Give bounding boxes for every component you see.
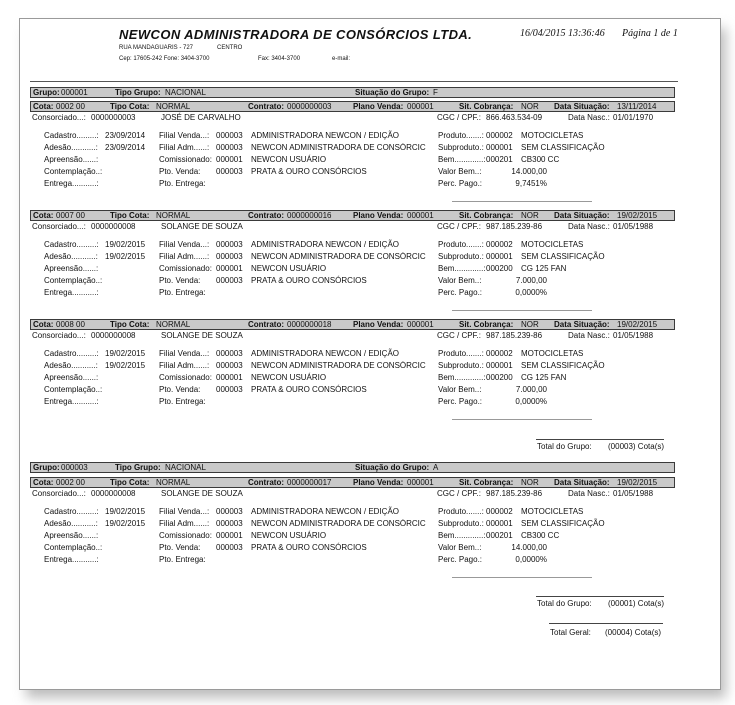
- adesao-value: 23/09/2014: [105, 143, 146, 152]
- subproduto-value: SEM CLASSIFICAÇÃO: [521, 361, 605, 370]
- data-nasc-value: 01/05/1988: [613, 489, 654, 498]
- pto-entrega-label: Pto. Entrega:: [159, 288, 206, 297]
- tipo-cota-value: NORMAL: [156, 102, 191, 111]
- subproduto-code: 000001: [486, 252, 513, 261]
- comissionado-value: NEWCON USUÁRIO: [251, 155, 327, 164]
- perc-pago-label: Perc. Pago.:: [438, 397, 483, 406]
- cota-separator: [452, 201, 592, 202]
- cota-separator: [452, 419, 592, 420]
- group-header-bar: [30, 87, 675, 98]
- pto-venda-code: 000003: [216, 385, 243, 394]
- filial-adm-code: 000003: [216, 361, 243, 370]
- group-total-rule: [536, 439, 664, 440]
- tipo-cota-value: NORMAL: [156, 320, 191, 329]
- pto-venda-value: PRATA & OURO CONSÓRCIOS: [251, 276, 367, 285]
- bem-code: 000200: [486, 373, 513, 382]
- filial-venda-value: ADMINISTRADORA NEWCON / EDIÇÃO: [251, 507, 400, 516]
- grand-total-rule: [549, 623, 663, 624]
- comissionado-label: Comissionado:: [159, 373, 212, 382]
- comissionado-label: Comissionado:: [159, 264, 212, 273]
- consorciado-name: SOLANGE DE SOUZA: [161, 489, 243, 498]
- valor-bem-value: 14.000,00: [511, 543, 547, 552]
- data-situacao-label: Data Situação:: [554, 478, 610, 487]
- consorciado-name: SOLANGE DE SOUZA: [161, 331, 243, 340]
- valor-bem-label: Valor Bem..:: [438, 167, 482, 176]
- valor-bem-value: 7.000,00: [515, 276, 547, 285]
- cgc-cpf-value: 987.185.239-86: [486, 222, 543, 231]
- cota-label: Cota:: [33, 211, 54, 220]
- subproduto-code: 000001: [486, 143, 513, 152]
- cadastro-value: 19/02/2015: [105, 240, 146, 249]
- bem-label: Bem.............:: [438, 264, 486, 273]
- comissionado-value: NEWCON USUÁRIO: [251, 264, 327, 273]
- tipo-grupo-label: Tipo Grupo:: [115, 88, 161, 97]
- consorciado-name: SOLANGE DE SOUZA: [161, 222, 243, 231]
- cgc-cpf-label: CGC / CPF.:: [437, 489, 482, 498]
- cgc-cpf-label: CGC / CPF.:: [437, 222, 482, 231]
- subproduto-code: 000001: [486, 361, 513, 370]
- filial-adm-value: NEWCON ADMINISTRADORA DE CONSÓRCIC: [251, 519, 426, 528]
- filial-adm-value: NEWCON ADMINISTRADORA DE CONSÓRCIC: [251, 252, 426, 261]
- cgc-cpf-label: CGC / CPF.:: [437, 331, 482, 340]
- produto-label: Produto.......:: [438, 507, 484, 516]
- pto-venda-code: 000003: [216, 276, 243, 285]
- cgc-cpf-value: 866.463.534-09: [486, 113, 543, 122]
- contemplacao-label: Contemplação..:: [44, 543, 103, 552]
- group-label: Grupo:: [33, 463, 60, 472]
- consorciado-label: Consorciado...:: [32, 331, 86, 340]
- consorciado-name: JOSÉ DE CARVALHO: [161, 113, 241, 122]
- data-nasc-label: Data Nasc.:: [568, 113, 610, 122]
- company-email: e-mail:: [332, 56, 351, 62]
- situacao-grupo-value: F: [433, 88, 438, 97]
- pto-venda-value: PRATA & OURO CONSÓRCIOS: [251, 167, 367, 176]
- header-rule: [30, 81, 678, 82]
- consorciado-code: 0000000003: [91, 113, 136, 122]
- filial-adm-label: Filial Adm......:: [159, 252, 210, 261]
- group-label: Grupo:: [33, 88, 60, 97]
- data-nasc-value: 01/05/1988: [613, 331, 654, 340]
- contrato-value: 0000000003: [287, 102, 332, 111]
- perc-pago-label: Perc. Pago.:: [438, 555, 483, 564]
- group-total-value: (00003) Cota(s): [608, 442, 665, 451]
- bem-value: CB300 CC: [521, 155, 560, 164]
- contemplacao-label: Contemplação..:: [44, 276, 103, 285]
- filial-adm-label: Filial Adm......:: [159, 143, 210, 152]
- comissionado-code: 000001: [216, 264, 243, 273]
- filial-venda-label: Filial Venda...:: [159, 131, 210, 140]
- group-number: 000003: [61, 463, 88, 472]
- subproduto-label: Subproduto.:: [438, 519, 484, 528]
- subproduto-label: Subproduto.:: [438, 252, 484, 261]
- data-situacao-value: 19/02/2015: [617, 211, 658, 220]
- filial-adm-label: Filial Adm......:: [159, 361, 210, 370]
- print-datetime: 16/04/2015 13:36:46: [520, 28, 605, 39]
- data-situacao-label: Data Situação:: [554, 211, 610, 220]
- cgc-cpf-value: 987.185.239-86: [486, 331, 543, 340]
- consorciado-code: 0000000008: [91, 489, 136, 498]
- tipo-grupo-value: NACIONAL: [165, 88, 206, 97]
- produto-label: Produto.......:: [438, 131, 484, 140]
- plano-venda-value: 000001: [407, 102, 434, 111]
- contemplacao-label: Contemplação..:: [44, 385, 103, 394]
- perc-pago-label: Perc. Pago.:: [438, 288, 483, 297]
- adesao-label: Adesão...........:: [44, 252, 98, 261]
- filial-adm-code: 000003: [216, 252, 243, 261]
- produto-value: MOTOCICLETAS: [521, 131, 584, 140]
- perc-pago-value: 0,0000%: [515, 288, 547, 297]
- grand-total-label: Total Geral:: [550, 628, 591, 637]
- cota-value: 0002 00: [56, 478, 85, 487]
- filial-venda-value: ADMINISTRADORA NEWCON / EDIÇÃO: [251, 349, 400, 358]
- cadastro-label: Cadastro.........:: [44, 131, 99, 140]
- bem-label: Bem.............:: [438, 373, 486, 382]
- pto-venda-value: PRATA & OURO CONSÓRCIOS: [251, 385, 367, 394]
- valor-bem-value: 7.000,00: [515, 385, 547, 394]
- perc-pago-value: 9,7451%: [515, 179, 547, 188]
- apreensao-label: Apreensão......:: [44, 531, 99, 540]
- data-nasc-label: Data Nasc.:: [568, 489, 610, 498]
- filial-adm-label: Filial Adm......:: [159, 519, 210, 528]
- entrega-label: Entrega...........:: [44, 397, 99, 406]
- perc-pago-value: 0,0000%: [515, 555, 547, 564]
- plano-venda-value: 000001: [407, 320, 434, 329]
- cota-header-bar: [30, 101, 675, 112]
- contrato-label: Contrato:: [248, 102, 284, 111]
- company-cep-phone: Cep: 17605-242 Fone: 3404-3700: [119, 56, 210, 62]
- sit-cobranca-label: Sit. Cobrança:: [459, 211, 514, 220]
- comissionado-code: 000001: [216, 155, 243, 164]
- apreensao-label: Apreensão......:: [44, 264, 99, 273]
- situacao-grupo-label: Situação do Grupo:: [355, 463, 430, 472]
- contemplacao-label: Contemplação..:: [44, 167, 103, 176]
- pto-entrega-label: Pto. Entrega:: [159, 179, 206, 188]
- tipo-grupo-value: NACIONAL: [165, 463, 206, 472]
- cota-header-bar: [30, 477, 675, 488]
- filial-venda-value: ADMINISTRADORA NEWCON / EDIÇÃO: [251, 131, 400, 140]
- produto-code: 000002: [486, 507, 513, 516]
- pto-venda-code: 000003: [216, 167, 243, 176]
- data-situacao-value: 19/02/2015: [617, 478, 658, 487]
- consorciado-label: Consorciado...:: [32, 222, 86, 231]
- sit-cobranca-label: Sit. Cobrança:: [459, 320, 514, 329]
- contrato-label: Contrato:: [248, 478, 284, 487]
- bem-label: Bem.............:: [438, 155, 486, 164]
- data-situacao-label: Data Situação:: [554, 102, 610, 111]
- consorciado-code: 0000000008: [91, 222, 136, 231]
- group-total-rule: [536, 596, 664, 597]
- filial-venda-code: 000003: [216, 349, 243, 358]
- cota-label: Cota:: [33, 320, 54, 329]
- bem-label: Bem.............:: [438, 531, 486, 540]
- contrato-value: 0000000018: [287, 320, 332, 329]
- perc-pago-label: Perc. Pago.:: [438, 179, 483, 188]
- tipo-cota-label: Tipo Cota:: [110, 320, 150, 329]
- filial-venda-code: 000003: [216, 131, 243, 140]
- valor-bem-label: Valor Bem..:: [438, 276, 482, 285]
- cota-header-bar: [30, 210, 675, 221]
- tipo-cota-value: NORMAL: [156, 478, 191, 487]
- contrato-label: Contrato:: [248, 211, 284, 220]
- group-total-label: Total do Grupo:: [537, 442, 592, 451]
- tipo-cota-label: Tipo Cota:: [110, 478, 150, 487]
- filial-adm-value: NEWCON ADMINISTRADORA DE CONSÓRCIC: [251, 361, 426, 370]
- comissionado-code: 000001: [216, 373, 243, 382]
- cgc-cpf-label: CGC / CPF.:: [437, 113, 482, 122]
- cadastro-value: 23/09/2014: [105, 131, 146, 140]
- subproduto-label: Subproduto.:: [438, 361, 484, 370]
- pto-venda-label: Pto. Venda:: [159, 543, 201, 552]
- adesao-label: Adesão...........:: [44, 143, 98, 152]
- subproduto-value: SEM CLASSIFICAÇÃO: [521, 252, 605, 261]
- valor-bem-value: 14.000,00: [511, 167, 547, 176]
- cota-separator: [452, 310, 592, 311]
- plano-venda-label: Plano Venda:: [353, 320, 404, 329]
- perc-pago-value: 0,0000%: [515, 397, 547, 406]
- contrato-label: Contrato:: [248, 320, 284, 329]
- tipo-cota-label: Tipo Cota:: [110, 211, 150, 220]
- produto-code: 000002: [486, 131, 513, 140]
- comissionado-label: Comissionado:: [159, 531, 212, 540]
- subproduto-label: Subproduto.:: [438, 143, 484, 152]
- data-nasc-label: Data Nasc.:: [568, 331, 610, 340]
- produto-value: MOTOCICLETAS: [521, 240, 584, 249]
- cota-label: Cota:: [33, 102, 54, 111]
- situacao-grupo-label: Situação do Grupo:: [355, 88, 430, 97]
- pto-venda-label: Pto. Venda:: [159, 385, 201, 394]
- data-nasc-value: 01/05/1988: [613, 222, 654, 231]
- adesao-label: Adesão...........:: [44, 361, 98, 370]
- group-total-label: Total do Grupo:: [537, 599, 592, 608]
- comissionado-label: Comissionado:: [159, 155, 212, 164]
- produto-code: 000002: [486, 349, 513, 358]
- group-number: 000001: [61, 88, 88, 97]
- pto-venda-label: Pto. Venda:: [159, 276, 201, 285]
- valor-bem-label: Valor Bem..:: [438, 385, 482, 394]
- tipo-grupo-label: Tipo Grupo:: [115, 463, 161, 472]
- filial-venda-label: Filial Venda...:: [159, 240, 210, 249]
- produto-value: MOTOCICLETAS: [521, 349, 584, 358]
- plano-venda-label: Plano Venda:: [353, 102, 404, 111]
- consorciado-label: Consorciado...:: [32, 113, 86, 122]
- bem-code: 000200: [486, 264, 513, 273]
- cota-separator: [452, 577, 592, 578]
- sit-cobranca-value: NOR: [521, 102, 539, 111]
- bem-code: 000201: [486, 155, 513, 164]
- comissionado-value: NEWCON USUÁRIO: [251, 373, 327, 382]
- entrega-label: Entrega...........:: [44, 179, 99, 188]
- cgc-cpf-value: 987.185.239-86: [486, 489, 543, 498]
- cadastro-value: 19/02/2015: [105, 507, 146, 516]
- tipo-cota-value: NORMAL: [156, 211, 191, 220]
- plano-venda-value: 000001: [407, 478, 434, 487]
- bem-value: CG 125 FAN: [521, 373, 567, 382]
- produto-label: Produto.......:: [438, 240, 484, 249]
- filial-venda-code: 000003: [216, 240, 243, 249]
- produto-code: 000002: [486, 240, 513, 249]
- company-district: CENTRO: [217, 45, 243, 51]
- data-situacao-label: Data Situação:: [554, 320, 610, 329]
- cota-value: 0002 00: [56, 102, 85, 111]
- cadastro-label: Cadastro.........:: [44, 349, 99, 358]
- pto-entrega-label: Pto. Entrega:: [159, 397, 206, 406]
- plano-venda-label: Plano Venda:: [353, 211, 404, 220]
- contrato-value: 0000000016: [287, 211, 332, 220]
- produto-value: MOTOCICLETAS: [521, 507, 584, 516]
- filial-venda-label: Filial Venda...:: [159, 349, 210, 358]
- data-nasc-label: Data Nasc.:: [568, 222, 610, 231]
- plano-venda-label: Plano Venda:: [353, 478, 404, 487]
- cadastro-label: Cadastro.........:: [44, 507, 99, 516]
- filial-venda-value: ADMINISTRADORA NEWCON / EDIÇÃO: [251, 240, 400, 249]
- apreensao-label: Apreensão......:: [44, 373, 99, 382]
- bem-value: CG 125 FAN: [521, 264, 567, 273]
- sit-cobranca-value: NOR: [521, 478, 539, 487]
- bem-code: 000201: [486, 531, 513, 540]
- adesao-value: 19/02/2015: [105, 361, 146, 370]
- company-fax: Fax: 3404-3700: [258, 56, 301, 62]
- pto-venda-value: PRATA & OURO CONSÓRCIOS: [251, 543, 367, 552]
- subproduto-value: SEM CLASSIFICAÇÃO: [521, 519, 605, 528]
- cota-label: Cota:: [33, 478, 54, 487]
- subproduto-code: 000001: [486, 519, 513, 528]
- filial-venda-label: Filial Venda...:: [159, 507, 210, 516]
- filial-adm-code: 000003: [216, 143, 243, 152]
- group-total-value: (00001) Cota(s): [608, 599, 665, 608]
- apreensao-label: Apreensão......:: [44, 155, 99, 164]
- filial-venda-code: 000003: [216, 507, 243, 516]
- filial-adm-value: NEWCON ADMINISTRADORA DE CONSÓRCIC: [251, 143, 426, 152]
- cota-value: 0008 00: [56, 320, 85, 329]
- entrega-label: Entrega...........:: [44, 555, 99, 564]
- filial-adm-code: 000003: [216, 519, 243, 528]
- produto-label: Produto.......:: [438, 349, 484, 358]
- tipo-cota-label: Tipo Cota:: [110, 102, 150, 111]
- consorciado-label: Consorciado...:: [32, 489, 86, 498]
- pto-entrega-label: Pto. Entrega:: [159, 555, 206, 564]
- cadastro-value: 19/02/2015: [105, 349, 146, 358]
- consorciado-code: 0000000008: [91, 331, 136, 340]
- contrato-value: 0000000017: [287, 478, 332, 487]
- situacao-grupo-value: A: [433, 463, 439, 472]
- pto-venda-label: Pto. Venda:: [159, 167, 201, 176]
- entrega-label: Entrega...........:: [44, 288, 99, 297]
- plano-venda-value: 000001: [407, 211, 434, 220]
- sit-cobranca-value: NOR: [521, 320, 539, 329]
- group-header-bar: [30, 462, 675, 473]
- data-situacao-value: 13/11/2014: [617, 102, 657, 111]
- cadastro-label: Cadastro.........:: [44, 240, 99, 249]
- grand-total-value: (00004) Cota(s): [605, 628, 662, 637]
- sit-cobranca-label: Sit. Cobrança:: [459, 102, 514, 111]
- sit-cobranca-label: Sit. Cobrança:: [459, 478, 514, 487]
- adesao-value: 19/02/2015: [105, 519, 146, 528]
- data-situacao-value: 19/02/2015: [617, 320, 658, 329]
- data-nasc-value: 01/01/1970: [613, 113, 654, 122]
- comissionado-value: NEWCON USUÁRIO: [251, 531, 327, 540]
- valor-bem-label: Valor Bem..:: [438, 543, 482, 552]
- report-page: [19, 18, 721, 690]
- adesao-label: Adesão...........:: [44, 519, 98, 528]
- page-number: Página 1 de 1: [622, 28, 678, 39]
- cota-value: 0007 00: [56, 211, 85, 220]
- cota-header-bar: [30, 319, 675, 330]
- sit-cobranca-value: NOR: [521, 211, 539, 220]
- company-name: NEWCON ADMINISTRADORA DE CONSÓRCIOS LTDA.: [119, 27, 473, 42]
- adesao-value: 19/02/2015: [105, 252, 146, 261]
- company-address: RUA MANDAGUARIS - 727: [119, 45, 194, 51]
- pto-venda-code: 000003: [216, 543, 243, 552]
- subproduto-value: SEM CLASSIFICAÇÃO: [521, 143, 605, 152]
- comissionado-code: 000001: [216, 531, 243, 540]
- bem-value: CB300 CC: [521, 531, 560, 540]
